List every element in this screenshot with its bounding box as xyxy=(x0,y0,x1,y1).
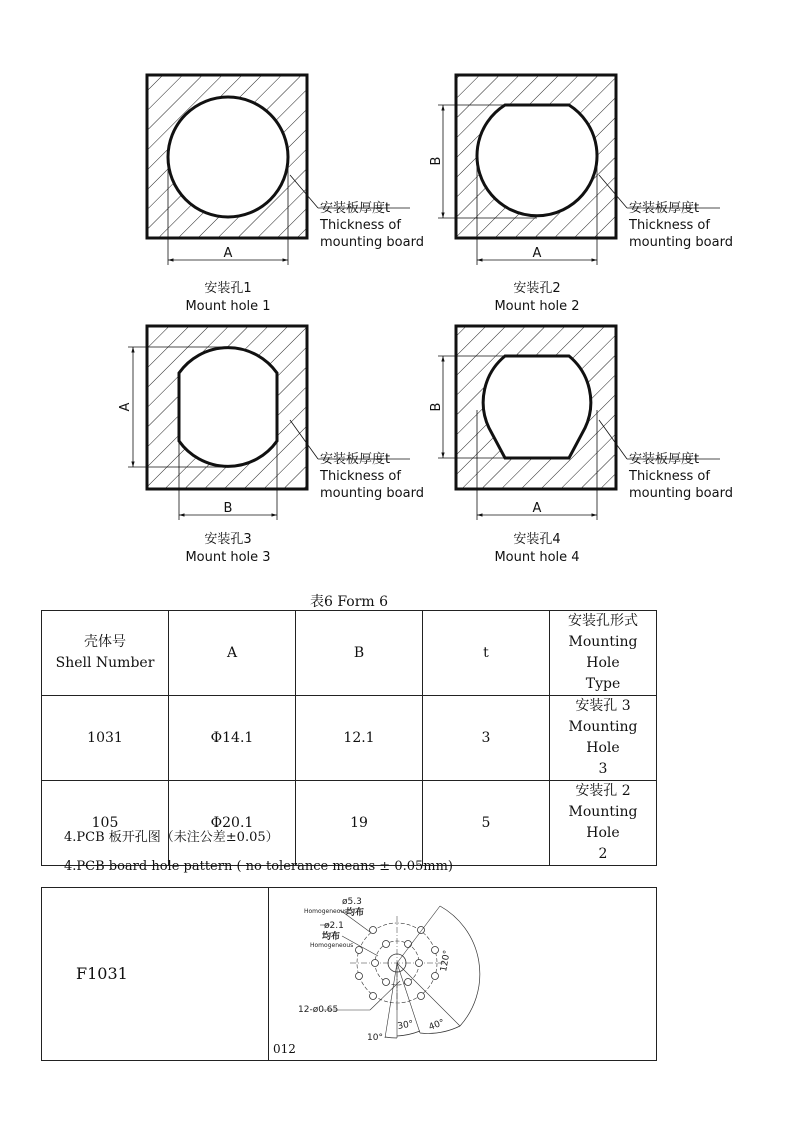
table-row: 105 Φ20.1 19 5 安装孔 2 Mounting Hole 2 xyxy=(42,781,657,866)
svg-text:mounting board: mounting board xyxy=(320,235,424,250)
mount-hole-2-figure xyxy=(429,75,733,265)
caption-hole-3: 安装孔3 Mount hole 3 xyxy=(185,532,271,565)
svg-text:A: A xyxy=(532,246,542,261)
svg-text:mounting board: mounting board xyxy=(629,486,733,501)
note-en: 4.PCB board hole pattern ( no tolerance means ± 0.05mm) xyxy=(64,859,453,874)
dim-inner-label: ø2.1 xyxy=(324,921,344,931)
caption-hole-2: 安装孔2 Mount hole 2 xyxy=(494,281,580,314)
mount-hole-3-figure xyxy=(118,326,424,520)
svg-text:均布: 均布 xyxy=(322,932,341,942)
header-a: A xyxy=(169,611,296,696)
header-t: t xyxy=(423,611,550,696)
header-b: B xyxy=(296,611,423,696)
svg-text:mounting board: mounting board xyxy=(320,486,424,501)
svg-text:A: A xyxy=(532,501,542,516)
svg-text:Thickness of: Thickness of xyxy=(320,469,401,484)
angle-30-label: 30° xyxy=(396,1019,415,1032)
pcb-pattern-box xyxy=(41,887,657,1061)
svg-text:Homogeneous: Homogeneous xyxy=(310,942,354,949)
dim-a-label-1: A xyxy=(223,246,233,261)
hole-outline-1 xyxy=(168,97,288,217)
caption-hole-4: 安装孔4 Mount hole 4 xyxy=(494,532,580,565)
dim-outer-label: ø5.3 xyxy=(342,897,362,907)
table-caption: 表6 Form 6 xyxy=(309,594,389,610)
svg-text:安装板厚度t: 安装板厚度t xyxy=(320,452,391,467)
angle-10-label: 10° xyxy=(367,1033,383,1043)
hole-spec-label: 12-ø0.65 xyxy=(298,1005,339,1015)
svg-text:B: B xyxy=(429,156,444,166)
svg-text:A: A xyxy=(118,402,133,412)
svg-text:mounting board: mounting board xyxy=(629,235,733,250)
svg-text:B: B xyxy=(223,501,233,516)
table-header-row xyxy=(42,611,657,696)
svg-text:安装板厚度t: 安装板厚度t xyxy=(320,201,391,216)
caption-hole-1: 安装孔1 Mount hole 1 xyxy=(185,281,271,314)
svg-text:Thickness of: Thickness of xyxy=(629,469,710,484)
mount-hole-1-figure xyxy=(147,75,424,265)
header-shell-number: 壳体号 Shell Number xyxy=(42,611,169,696)
note-cn: 4.PCB 板开孔图（未注公差±0.05） xyxy=(64,830,279,845)
hole-outline-4 xyxy=(483,356,591,458)
svg-text:安装板厚度t: 安装板厚度t xyxy=(629,201,700,216)
svg-text:安装板厚度t: 安装板厚度t xyxy=(629,452,700,467)
pcb-model-label: F1031 xyxy=(76,964,128,983)
hole-outline-3 xyxy=(179,348,277,467)
svg-text:Thickness of: Thickness of xyxy=(629,218,710,233)
table-row: 1031 Φ14.1 12.1 3 安装孔 3 Mounting Hole 3 xyxy=(42,696,657,781)
pcb-drawing-code: 012 xyxy=(273,1042,296,1056)
mount-hole-4-figure xyxy=(429,326,733,520)
angle-120-label: 120° xyxy=(439,949,453,973)
angle-40-label: 40° xyxy=(427,1017,447,1033)
pcb-hole-pattern-drawing xyxy=(270,888,658,1060)
svg-text:Thickness of: Thickness of xyxy=(320,218,401,233)
hole-outline-2 xyxy=(477,105,597,216)
svg-text:B: B xyxy=(429,402,444,412)
svg-text:均布: 均布 xyxy=(346,908,365,918)
header-mounting-hole-type: 安装孔形式 Mounting Hole Type xyxy=(550,611,657,696)
svg-text:Homogeneous: Homogeneous xyxy=(304,908,348,915)
box-divider xyxy=(268,888,269,1060)
